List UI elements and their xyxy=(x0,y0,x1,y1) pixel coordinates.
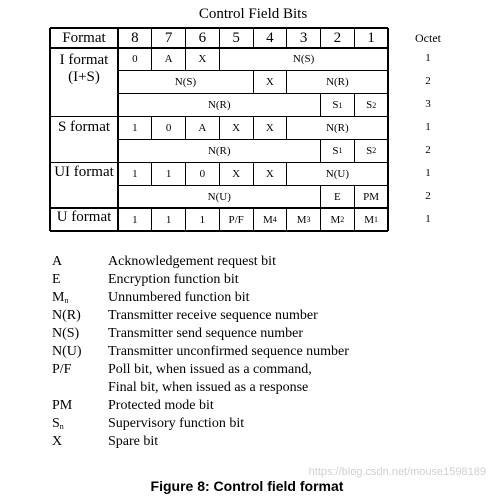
legend-description: Final bit, when issued as a response xyxy=(108,380,309,395)
octet-column-header: Octet xyxy=(415,31,441,45)
legend-description: Transmitter receive sequence number xyxy=(108,308,318,323)
grid-line-vertical xyxy=(354,28,355,48)
grid-line-vertical xyxy=(185,28,186,48)
cell-subscript: 1 xyxy=(338,146,343,156)
legend-symbol xyxy=(52,271,61,289)
format-separator xyxy=(50,162,118,164)
bit-number-header: 2 xyxy=(333,29,342,46)
legend-symbol xyxy=(52,253,62,271)
cell-text: 1 xyxy=(132,122,138,135)
octet-number: 1 xyxy=(425,212,431,225)
legend-symbol xyxy=(52,343,82,361)
grid-line-vertical xyxy=(151,162,152,185)
bit-cell xyxy=(321,94,355,117)
bit-cell xyxy=(287,208,321,231)
grid-line-vertical xyxy=(219,117,220,140)
legend-item xyxy=(52,433,472,451)
legend-description: Encryption function bit xyxy=(108,272,239,287)
legend-symbol-text: N(U) xyxy=(52,344,82,359)
cell-text: M xyxy=(330,213,341,226)
bit-cell xyxy=(118,208,152,231)
grid-line-vertical xyxy=(253,28,254,48)
bit-cell xyxy=(219,117,253,140)
legend-item xyxy=(52,397,472,415)
legend-item xyxy=(52,379,472,397)
cell-text: X xyxy=(265,167,274,180)
cell-subscript: 2 xyxy=(372,146,377,156)
cell-subscript: 1 xyxy=(374,215,379,225)
bit-cell xyxy=(253,208,287,231)
octet-number: 2 xyxy=(425,75,431,88)
bit-cell xyxy=(118,117,152,140)
cell-text: N(U) xyxy=(325,167,349,180)
cell-text: N(S) xyxy=(174,76,197,89)
i-format-label xyxy=(50,52,118,86)
grid-line-horizontal xyxy=(118,162,388,164)
cell-text: N(R) xyxy=(326,122,349,135)
cell-text: 1 xyxy=(165,213,172,226)
legend-description: Protected mode bit xyxy=(108,398,214,413)
legend-description: Transmitter send sequence number xyxy=(108,326,304,341)
grid-line-vertical xyxy=(354,185,355,208)
grid-line-horizontal xyxy=(118,116,388,118)
cell-text: 1 xyxy=(132,213,138,226)
legend-item xyxy=(52,325,472,343)
grid-line-horizontal xyxy=(50,27,388,29)
watermark: https://blog.csdn.net/mouse1598189 xyxy=(308,466,486,478)
cell-text: 1 xyxy=(165,167,172,180)
format-separator xyxy=(50,47,118,49)
bit-cell xyxy=(219,48,388,71)
cell-text: X xyxy=(198,53,207,66)
legend-symbol-text: A xyxy=(52,254,63,269)
legend-description: Spare bit xyxy=(108,434,159,449)
grid-line-vertical xyxy=(185,162,186,185)
bit-number-header: 8 xyxy=(131,29,139,46)
bit-cell xyxy=(186,48,220,71)
grid-line-horizontal xyxy=(118,230,388,232)
cell-text: S xyxy=(366,144,373,157)
grid-line-horizontal xyxy=(118,47,388,49)
cell-subscript: 3 xyxy=(306,215,311,225)
bit-number-header: 4 xyxy=(266,29,274,46)
cell-text: P/F xyxy=(228,213,244,226)
bit-cell xyxy=(118,185,321,208)
bit-cell xyxy=(321,208,355,231)
cell-subscript: 2 xyxy=(372,100,377,110)
cell-text: S xyxy=(366,99,373,112)
grid-line-vertical xyxy=(320,140,321,163)
grid-line-vertical xyxy=(286,71,287,94)
format-separator xyxy=(50,116,118,118)
bit-cell xyxy=(186,162,220,185)
grid-line-vertical xyxy=(320,208,321,231)
grid-line-vertical xyxy=(320,94,321,117)
grid-line-vertical xyxy=(253,71,254,94)
bit-cell xyxy=(287,117,388,140)
legend-symbol-text: X xyxy=(52,434,63,449)
grid-line-vertical xyxy=(320,28,321,48)
grid-line-horizontal xyxy=(118,93,388,94)
grid-line-vertical xyxy=(151,208,152,231)
cell-text: M xyxy=(364,213,375,226)
bit-cell xyxy=(152,117,186,140)
cell-text: 1 xyxy=(132,167,138,180)
bit-cell xyxy=(118,71,253,94)
grid-line-horizontal xyxy=(118,207,388,209)
cell-text: X xyxy=(265,76,274,89)
grid-line-vertical xyxy=(286,117,287,140)
cell-text: N(R) xyxy=(326,76,349,89)
legend-symbol-text: S xyxy=(52,416,60,431)
i-format-label-line1: I format xyxy=(59,52,109,68)
format-column-header: Format xyxy=(62,30,106,46)
grid-line-vertical xyxy=(151,28,152,48)
bit-number-header: 3 xyxy=(299,29,308,46)
i-format-label-line2: (I+S) xyxy=(68,69,100,85)
legend-item xyxy=(52,307,472,325)
bit-number-header: 1 xyxy=(367,29,375,46)
grid-line-vertical xyxy=(354,94,355,117)
cell-text: 0 xyxy=(199,167,206,180)
format-separator xyxy=(50,207,118,209)
legend-description: Transmitter unconfirmed sequence number xyxy=(108,344,349,359)
legend-symbol-subscript: n xyxy=(59,422,64,431)
octet-number: 1 xyxy=(425,166,431,179)
cell-subscript: 4 xyxy=(272,215,277,225)
grid-line-vertical xyxy=(253,117,254,140)
octet-number: 1 xyxy=(425,121,431,134)
grid-line-vertical xyxy=(151,48,152,71)
grid-line-vertical xyxy=(286,208,287,231)
grid-line-vertical xyxy=(320,185,321,208)
grid-line-vertical xyxy=(117,28,119,231)
legend-symbol-text: N(R) xyxy=(52,308,81,323)
cell-text: S xyxy=(332,144,339,157)
cell-text: N(R) xyxy=(207,99,231,112)
octet-number: 3 xyxy=(425,98,431,111)
legend-item xyxy=(52,253,472,271)
bit-cell xyxy=(354,94,388,117)
bit-cell xyxy=(118,162,152,185)
grid-line-vertical xyxy=(286,162,287,185)
grid-line-vertical xyxy=(185,117,186,140)
bit-cell xyxy=(321,185,355,208)
legend-description: Unnumbered function bit xyxy=(108,290,250,305)
bit-cell xyxy=(152,208,186,231)
cell-text: N(U) xyxy=(207,190,231,203)
legend-item xyxy=(52,361,472,379)
cell-text: X xyxy=(265,122,274,135)
legend-symbol xyxy=(52,325,79,343)
figure-caption: Figure 8: Control field format xyxy=(150,478,344,494)
grid-line-vertical xyxy=(253,208,254,231)
bit-number-header: 6 xyxy=(198,29,207,46)
grid-line-vertical xyxy=(219,48,220,71)
cell-text: M xyxy=(262,213,273,226)
u-format-label: U format xyxy=(56,209,112,225)
grid-line-vertical xyxy=(387,28,389,231)
legend-symbol xyxy=(52,433,62,451)
bit-cell xyxy=(287,71,388,94)
cell-text: E xyxy=(334,190,341,203)
legend-symbol xyxy=(52,307,81,325)
legend-item xyxy=(52,343,472,361)
cell-text: 1 xyxy=(199,213,206,226)
legend-symbol-text: P/F xyxy=(52,362,72,377)
bit-cell xyxy=(287,162,388,185)
bit-cell xyxy=(219,208,253,231)
bit-cell xyxy=(321,140,355,163)
legend-symbol xyxy=(52,397,72,415)
legend-item xyxy=(52,289,472,307)
bit-cell xyxy=(354,208,388,231)
bit-cell xyxy=(354,140,388,163)
cell-text: A xyxy=(164,53,173,66)
cell-text: A xyxy=(198,122,207,135)
legend-symbol xyxy=(52,361,71,379)
legend-symbol-text: M xyxy=(52,290,65,305)
grid-line-horizontal xyxy=(118,185,388,186)
grid-line-vertical xyxy=(219,28,220,48)
grid-line-horizontal xyxy=(118,139,388,140)
legend-symbol-subscript: n xyxy=(64,296,69,305)
grid-line-vertical xyxy=(286,28,287,48)
octet-number: 2 xyxy=(425,189,431,202)
grid-line-vertical xyxy=(151,117,152,140)
cell-subscript: 1 xyxy=(338,100,343,110)
cell-text: N(S) xyxy=(292,53,315,66)
bit-cell xyxy=(152,48,186,71)
cell-text: M xyxy=(296,213,307,226)
cell-text: N(R) xyxy=(207,144,231,157)
octet-number: 1 xyxy=(425,52,431,65)
bit-cell xyxy=(186,117,220,140)
bit-cell xyxy=(186,208,220,231)
cell-text: S xyxy=(332,99,339,112)
grid-line-vertical xyxy=(219,162,220,185)
bit-cell xyxy=(118,48,152,71)
legend xyxy=(52,253,472,451)
legend-item xyxy=(52,415,472,433)
bit-cell xyxy=(152,162,186,185)
grid-line-vertical xyxy=(354,140,355,163)
cell-text: X xyxy=(232,122,241,135)
legend-description: Poll bit, when issued as a command, xyxy=(108,362,312,377)
bit-number-header: 5 xyxy=(232,29,240,46)
bit-number-header: 7 xyxy=(164,29,173,46)
bit-cell xyxy=(253,71,287,94)
grid-line-vertical xyxy=(185,208,186,231)
s-format-label: S format xyxy=(57,119,111,135)
table-title: Control Field Bits xyxy=(198,6,308,22)
legend-item xyxy=(52,271,472,289)
grid-line-vertical xyxy=(354,208,355,231)
grid-line-horizontal xyxy=(118,70,388,71)
control-field-grid xyxy=(118,28,388,231)
bit-cell xyxy=(253,162,287,185)
format-separator xyxy=(50,230,118,232)
cell-text: 0 xyxy=(132,53,138,66)
octet-number: 2 xyxy=(425,143,431,156)
bit-cell xyxy=(253,117,287,140)
grid-line-vertical xyxy=(185,48,186,71)
grid-line-vertical xyxy=(253,162,254,185)
legend-description: Acknowledgement request bit xyxy=(108,254,276,269)
bit-cell xyxy=(118,140,321,163)
ui-format-label: UI format xyxy=(54,164,114,180)
bit-cell xyxy=(118,94,321,117)
bit-cell xyxy=(354,185,388,208)
legend-symbol-text: N(S) xyxy=(52,326,80,341)
cell-text: X xyxy=(232,167,241,180)
bit-cell xyxy=(219,162,253,185)
legend-description: Supervisory function bit xyxy=(108,416,245,431)
legend-symbol-text: E xyxy=(52,272,61,287)
cell-text: PM xyxy=(363,190,380,203)
legend-symbol-text: PM xyxy=(52,398,73,413)
cell-subscript: 2 xyxy=(340,215,345,225)
grid-line-vertical xyxy=(219,208,220,231)
grid-line-vertical xyxy=(49,28,51,231)
cell-text: 0 xyxy=(165,122,172,135)
